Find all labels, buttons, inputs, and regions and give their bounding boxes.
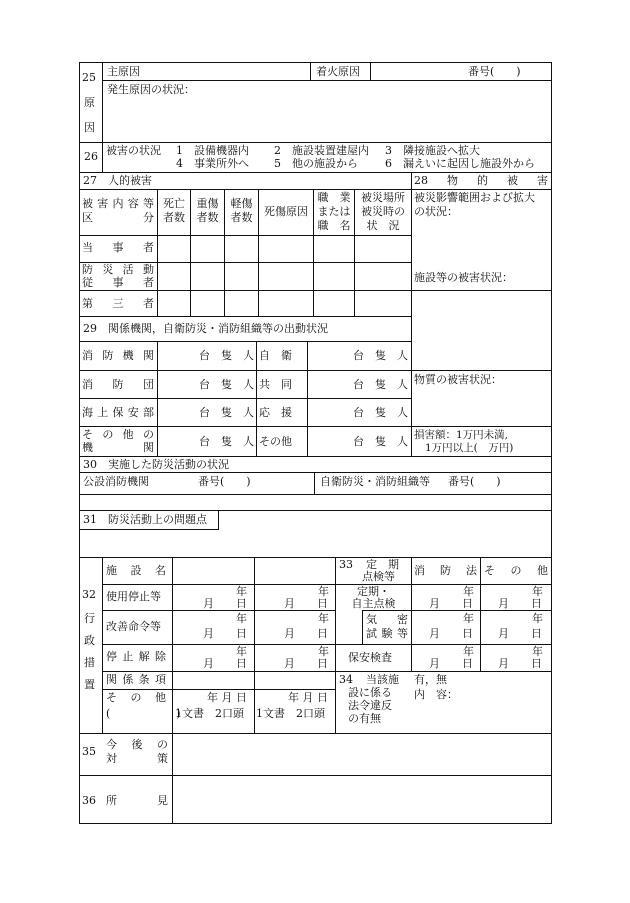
violation-label-1: 当該施 xyxy=(366,673,399,686)
self-defense-org-label: 自衛防災・消防組織等 xyxy=(320,475,430,488)
section-35-number: 35 xyxy=(82,745,96,758)
section-32-char-1: 行 xyxy=(84,612,95,625)
loss-amount-line-1: 損害額：1万円未満, xyxy=(414,429,509,441)
use-suspension-date-a-md: 月 日 xyxy=(203,597,247,610)
dispatch-support-label: 応 援 xyxy=(259,406,292,419)
airtight-other-year: 年 xyxy=(532,612,543,625)
use-suspension-label: 使用停止等 xyxy=(106,590,161,603)
safety-inspection-label: 保安検査 xyxy=(348,651,392,664)
dead-header-line-2: 者数 xyxy=(163,211,185,224)
dispatch-other-agency-units: 台 隻 人 xyxy=(199,435,254,448)
section-33-number: 33 xyxy=(339,558,353,571)
safety-fire-md: 月 日 xyxy=(429,657,473,670)
violation-label-4: の有無 xyxy=(348,712,381,725)
safety-other-year: 年 xyxy=(532,645,543,658)
main-cause-label: 主原因 xyxy=(107,65,140,78)
damage-option-1[interactable]: 1 設備機器内 xyxy=(176,144,249,157)
impact-range-label-1: 被災影響範囲および拡大 xyxy=(414,191,535,204)
safety-fire-year: 年 xyxy=(463,645,474,658)
section-32-char-4: 置 xyxy=(84,678,95,691)
section-32-number: 32 xyxy=(82,588,96,601)
suspension-release-label: 停止解除 xyxy=(106,650,166,663)
airtight-fire-md: 月 日 xyxy=(429,627,473,640)
dispatch-coast-guard-units: 台 隻 人 xyxy=(199,406,254,419)
human-damage-title: 27 人的被害 xyxy=(83,174,152,187)
improvement-date-a-year: 年 xyxy=(236,612,247,625)
dispatch-fire-agency-label: 消防機関 xyxy=(82,349,154,362)
dispatch-joint-units: 台 隻 人 xyxy=(353,378,408,391)
public-fire-agency-label: 公設消防機関 xyxy=(83,475,149,488)
periodic-self-inspection-label-1: 定期・ xyxy=(357,585,390,598)
row-party-label: 当 事 者 xyxy=(82,241,154,254)
other-date-b: 年 月 日 xyxy=(288,691,328,704)
violation-label-3: 法令違反 xyxy=(348,699,392,712)
section-25-char-1: 原 xyxy=(84,96,95,109)
dead-header-line-1: 死亡 xyxy=(163,197,185,210)
occupation-header-line-1: 職 業 xyxy=(317,191,351,204)
periodic-self-inspection-label-2: 自主点検 xyxy=(351,597,396,610)
dispatch-status-title: 29 関係機関，自衛防災・消防組織等の出動状況 xyxy=(83,322,328,335)
victim-header-line-1: 被害内容等 xyxy=(82,197,154,210)
other-measure-label-2: ( ) xyxy=(106,707,181,720)
ignition-cause-label: 着火原因 xyxy=(316,65,360,78)
release-date-a-year: 年 xyxy=(236,645,247,658)
physical-damage-title: 28 物 的 被 害 xyxy=(414,174,548,187)
activities-title: 30 実施した防災活動の状況 xyxy=(83,458,229,471)
violation-label-2: 設に係る xyxy=(348,686,392,699)
place-header-line-2: 被災時の xyxy=(361,205,405,218)
damage-option-5[interactable]: 5 他の施設から xyxy=(274,157,358,170)
serious-header-line-2: 者数 xyxy=(196,211,219,224)
section-32-char-3: 措 xyxy=(84,656,95,669)
dispatch-fire-brigade-label: 消 防 団 xyxy=(82,378,154,391)
release-date-a-md: 月 日 xyxy=(203,657,247,670)
airtight-other-md: 月 日 xyxy=(498,627,542,640)
future-measures-label-2: 対 策 xyxy=(106,752,168,765)
cause-number-field[interactable]: 番号( ) xyxy=(468,65,521,78)
impact-range-label-2: の状況： xyxy=(414,205,458,218)
airtight-fire-year: 年 xyxy=(463,612,474,625)
cause-situation-label: 発生原因の状況： xyxy=(107,83,195,96)
damage-option-4[interactable]: 4 事業所外へ xyxy=(176,157,249,170)
periodic-other-year: 年 xyxy=(532,585,543,598)
improvement-date-b-md: 月 日 xyxy=(284,627,328,640)
place-header-line-1: 被災場所 xyxy=(361,191,405,204)
dispatch-other-units: 台 隻 人 xyxy=(353,435,408,448)
periodic-fire-year: 年 xyxy=(463,585,474,598)
dispatch-self-defense-units: 台 隻 人 xyxy=(353,349,408,362)
release-date-b-year: 年 xyxy=(318,645,329,658)
serious-header-line-1: 重傷 xyxy=(196,197,219,210)
airtight-test-label-1: 気 密 xyxy=(366,613,408,626)
occupation-header-line-3: 職 名 xyxy=(317,219,351,232)
airtight-test-label-2: 試験等 xyxy=(366,627,408,640)
dispatch-other-label: その他 xyxy=(259,435,292,448)
self-defense-org-number[interactable]: 番号( ) xyxy=(448,475,501,488)
opinion-label: 所 見 xyxy=(106,794,168,807)
minor-header-line-2: 者数 xyxy=(230,211,253,224)
release-date-b-md: 月 日 xyxy=(284,657,328,670)
use-suspension-date-b-md: 月 日 xyxy=(284,597,328,610)
periodic-fire-md: 月 日 xyxy=(429,597,473,610)
section-26-number: 26 xyxy=(84,150,98,163)
use-suspension-date-b-year: 年 xyxy=(318,585,329,598)
section-34-number: 34 xyxy=(339,673,353,686)
section-36-number: 36 xyxy=(82,794,96,807)
future-measures-label-1: 今 後 の xyxy=(106,738,168,751)
improvement-date-b-year: 年 xyxy=(318,612,329,625)
issues-title: 31 防災活動上の問題点 xyxy=(83,513,207,526)
fire-law-header: 消防法 xyxy=(414,564,477,577)
damage-option-2[interactable]: 2 施設装置建屋内 xyxy=(274,144,369,157)
place-header-line-3: 状 況 xyxy=(366,219,400,232)
safety-other-md: 月 日 xyxy=(498,657,542,670)
minor-header-line-1: 軽傷 xyxy=(230,197,253,210)
dispatch-fire-brigade-units: 台 隻 人 xyxy=(199,378,254,391)
other-method-b: 1文書 2口頭 xyxy=(256,707,325,720)
dispatch-self-defense-label: 自 衛 xyxy=(259,349,292,362)
facility-name-label: 施設名 xyxy=(106,564,166,577)
other-measure-label-1: そ の 他 xyxy=(106,691,166,704)
victim-header-line-2: 区 分 xyxy=(82,211,154,224)
row-responder-label-2: 従 事 者 xyxy=(82,276,154,289)
damage-option-3[interactable]: 3 隣接施設へ拡大 xyxy=(385,144,480,157)
use-suspension-date-a-year: 年 xyxy=(236,585,247,598)
facility-damage-label: 施設等の被害状況： xyxy=(414,271,513,284)
other-law-header: その他 xyxy=(484,564,548,577)
dispatch-other-agency-label-1: その他の xyxy=(82,428,154,441)
dispatch-coast-guard-label: 海上保安部 xyxy=(82,406,154,419)
damage-option-6[interactable]: 6 漏えいに起因し施設外から xyxy=(385,157,535,170)
section-25-char-2: 因 xyxy=(84,121,95,134)
dispatch-joint-label: 共 同 xyxy=(259,378,292,391)
violation-yes-no[interactable]: 有，無 xyxy=(414,673,447,686)
public-fire-agency-number[interactable]: 番号( ) xyxy=(198,475,251,488)
casualty-cause-header: 死傷原因 xyxy=(264,205,308,218)
dispatch-other-agency-label-2: 機 関 xyxy=(82,441,154,454)
periodic-inspection-title-1: 定 期 xyxy=(366,558,399,571)
related-clause-label: 関係条項 xyxy=(106,673,166,686)
material-damage-label: 物質の被害状況： xyxy=(414,373,502,386)
occupation-header-line-2: または xyxy=(317,205,351,218)
violation-content-label: 内 容： xyxy=(414,688,458,701)
improvement-order-label: 改善命令等 xyxy=(106,620,161,633)
dispatch-support-units: 台 隻 人 xyxy=(353,406,408,419)
periodic-other-md: 月 日 xyxy=(498,597,542,610)
section-25-number: 25 xyxy=(82,71,96,84)
row-third-party-label: 第 三 者 xyxy=(82,297,154,310)
row-responder-label-1: 防災活動 xyxy=(82,263,154,276)
periodic-inspection-title-2: 点検等 xyxy=(362,570,395,583)
section-32-char-2: 政 xyxy=(84,634,95,647)
other-method-a: 1文書 2口頭 xyxy=(175,707,244,720)
damage-status-label: 被害の状況 xyxy=(106,144,161,157)
loss-amount-line-2: 1万円以上( 万円) xyxy=(425,442,514,454)
other-date-a: 年 月 日 xyxy=(207,691,247,704)
dispatch-fire-agency-units: 台 隻 人 xyxy=(199,349,254,362)
improvement-date-a-md: 月 日 xyxy=(203,627,247,640)
